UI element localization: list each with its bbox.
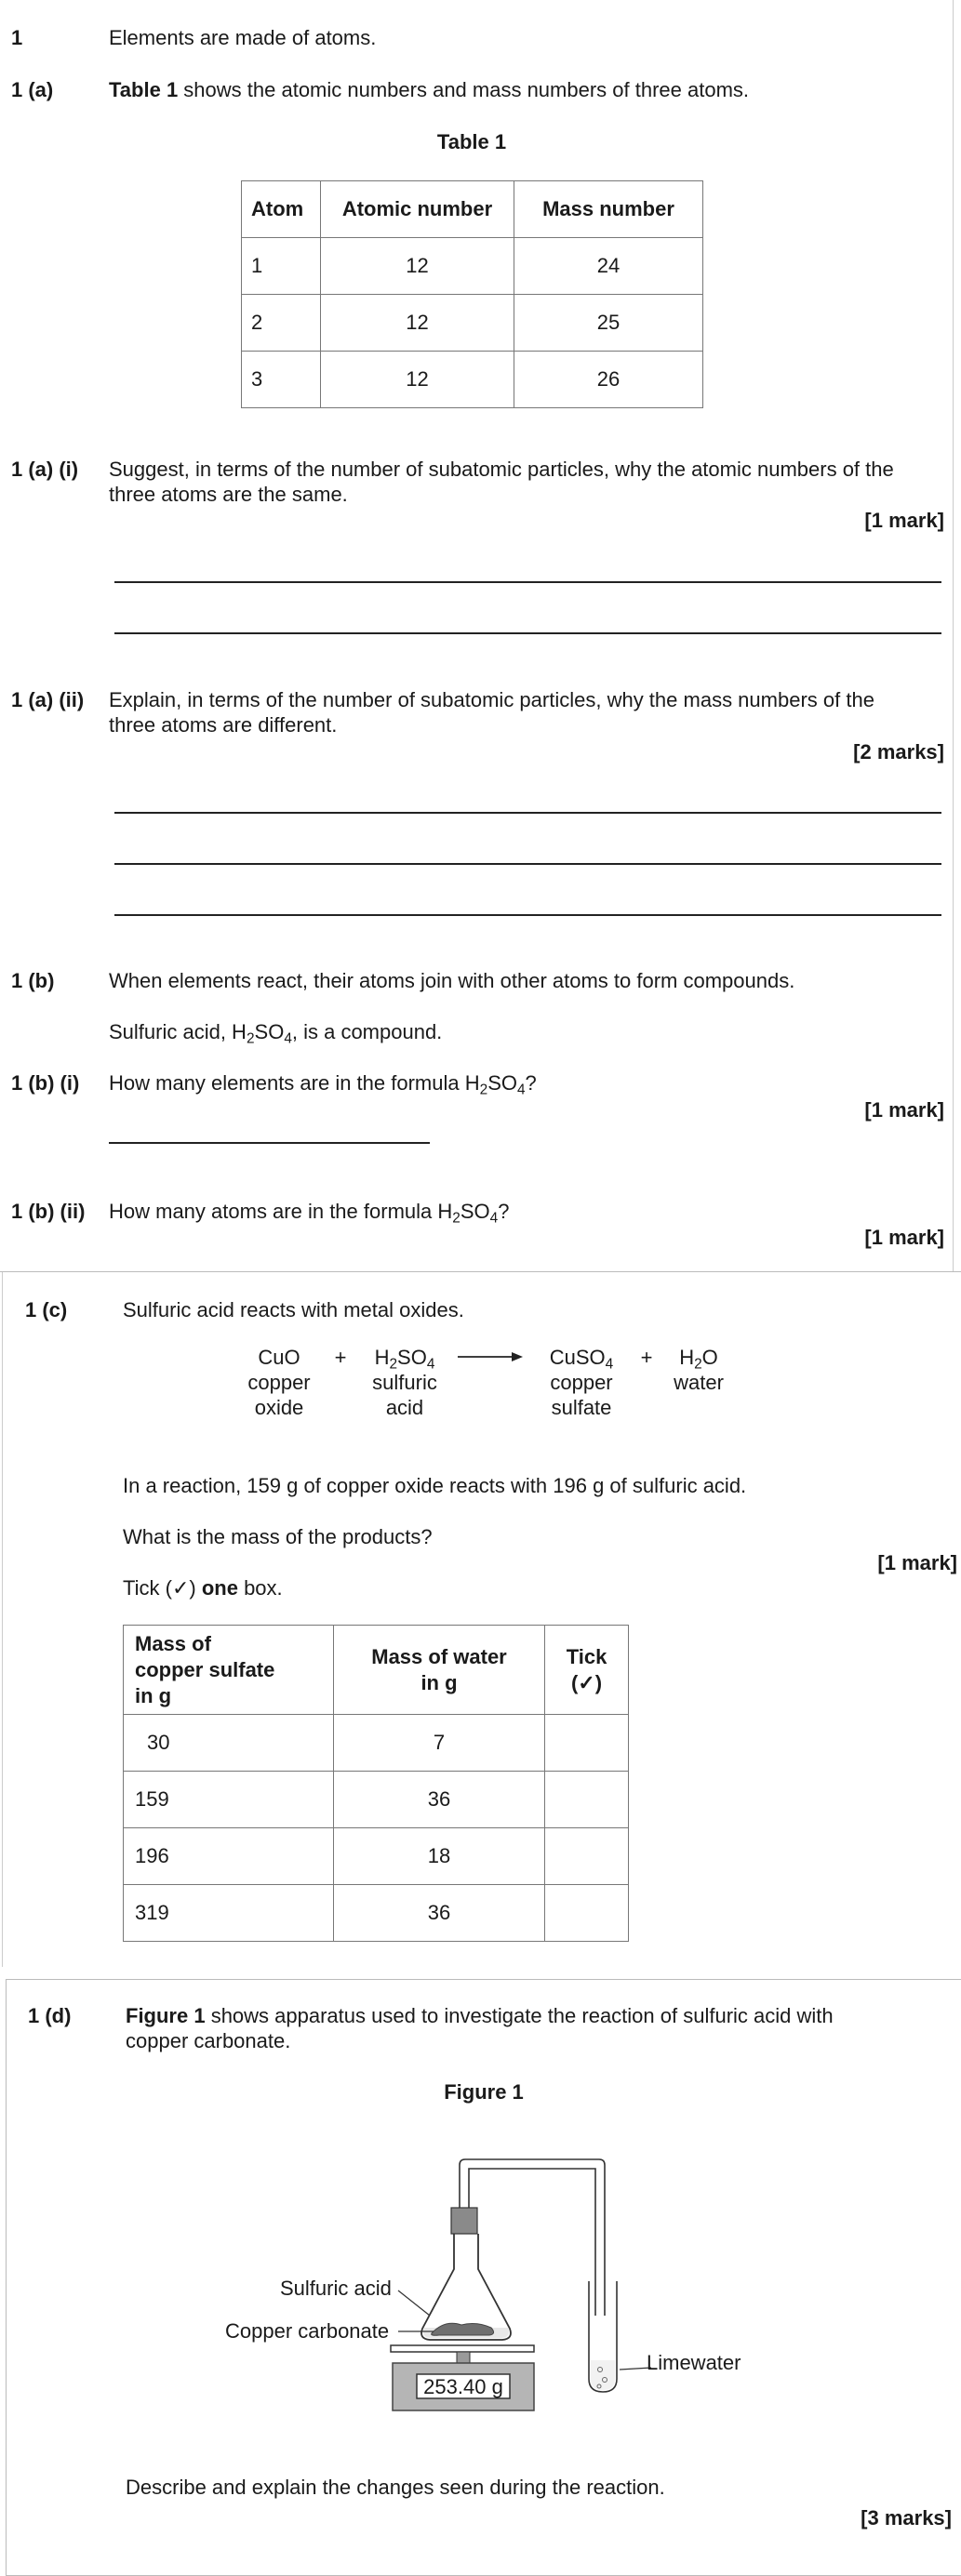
table-header: Tick (✓) — [545, 1626, 629, 1715]
table-cell: 36 — [334, 1772, 545, 1828]
equation-reactant: $H_2SO_4$ sulfuric acid — [372, 1346, 437, 1419]
table-row — [124, 1885, 629, 1942]
answer-line[interactable] — [114, 581, 941, 583]
table-cell: 7 — [334, 1715, 545, 1772]
table-row — [124, 1828, 629, 1885]
question-text: When elements react, their atoms join with other atoms to form compounds. — [109, 969, 795, 992]
question-text: How many atoms are in the formula $H_2SO_4$? — [109, 1200, 510, 1227]
section-divider — [0, 1271, 961, 1272]
instruction-text: Tick (✓) one box. — [123, 1576, 283, 1600]
table-header: Mass of copper sulfate in g — [124, 1626, 334, 1715]
limewater-liquid — [591, 2360, 615, 2390]
table-header-row — [124, 1626, 629, 1715]
marks-label: [2 marks] — [853, 740, 944, 764]
tick-box[interactable] — [545, 1828, 629, 1885]
table-cell: 1 — [242, 238, 321, 295]
table-header: Mass of water in g — [334, 1626, 545, 1715]
marks-label: [1 mark] — [864, 1098, 944, 1122]
question-number: 1 (a) (ii) — [11, 688, 85, 711]
copper-carbonate-solid — [432, 2323, 494, 2335]
question-number: 1 (b) (ii) — [11, 1200, 86, 1223]
table-row — [242, 352, 703, 408]
table-header: Mass number — [514, 181, 703, 238]
atoms-table — [241, 180, 703, 408]
table-cell: 24 — [514, 238, 703, 295]
balance-pan — [391, 2345, 534, 2352]
question-number: 1 (b) (i) — [11, 1071, 80, 1095]
bung — [451, 2208, 477, 2234]
answer-line[interactable] — [114, 914, 941, 916]
marks-label: [1 mark] — [864, 1226, 944, 1249]
tick-box[interactable] — [545, 1772, 629, 1828]
marks-label: [1 mark] — [864, 509, 944, 532]
page-edge — [953, 0, 954, 1272]
tick-box[interactable] — [545, 1715, 629, 1772]
question-text: Suggest, in terms of the number of subatomic particles, why the atomic numbers of the — [109, 458, 894, 481]
answer-line[interactable] — [114, 812, 941, 814]
table-row — [124, 1715, 629, 1772]
table-row — [242, 238, 703, 295]
equation-reactant: CuO copper oxide — [247, 1346, 311, 1419]
table-cell: 30 — [124, 1715, 334, 1772]
table-header-row — [242, 181, 703, 238]
products-table — [123, 1625, 629, 1942]
question-text: How many elements are in the formula $H_2SO_4$? — [109, 1071, 537, 1098]
table-header: Atom — [242, 181, 321, 238]
answer-line[interactable] — [114, 863, 941, 865]
table-cell: 12 — [321, 295, 514, 352]
label-line — [398, 2291, 430, 2316]
question-number: 1 (c) — [25, 1298, 68, 1321]
figure-label: Limewater — [647, 2351, 741, 2374]
equation-plus: + — [640, 1346, 653, 1369]
table-cell: 18 — [334, 1828, 545, 1885]
table-cell: 26 — [514, 352, 703, 408]
question-text: copper carbonate. — [126, 2029, 291, 2052]
question-text: Explain, in terms of the number of subatomic particles, why the mass numbers of the — [109, 688, 874, 711]
table-cell: 25 — [514, 295, 703, 352]
equation-plus: + — [334, 1346, 347, 1369]
question-number: 1 (b) — [11, 969, 55, 992]
question-number: 1 — [11, 26, 23, 49]
table-cell: 36 — [334, 1885, 545, 1942]
table-cell: 2 — [242, 295, 321, 352]
table-row — [124, 1772, 629, 1828]
table-cell: 12 — [321, 352, 514, 408]
figure-label: Copper carbonate — [225, 2319, 390, 2343]
tick-box[interactable] — [545, 1885, 629, 1942]
question-text: Sulfuric acid reacts with metal oxides. — [123, 1298, 464, 1321]
question-text: Figure 1 shows apparatus used to investigate the reaction of sulfuric acid with — [126, 2004, 834, 2027]
table-header: Atomic number — [321, 181, 514, 238]
question-text: three atoms are the same. — [109, 483, 348, 506]
figure-title: Figure 1 — [444, 2080, 524, 2104]
table-cell: 159 — [124, 1772, 334, 1828]
answer-line[interactable] — [114, 632, 941, 634]
balance-reading: 253.40 g — [423, 2375, 503, 2398]
balance-stem — [457, 2352, 470, 2363]
table-cell: 196 — [124, 1828, 334, 1885]
question-text: three atoms are different. — [109, 713, 338, 737]
question-number: 1 (d) — [28, 2004, 72, 2027]
question-number: 1 (a) — [11, 78, 54, 101]
question-number: 1 (a) (i) — [11, 458, 79, 481]
delivery-tube — [460, 2159, 605, 2316]
table-cell: 319 — [124, 1885, 334, 1942]
table-cell: 12 — [321, 238, 514, 295]
question-text: Sulfuric acid, $H_2SO_4$, is a compound. — [109, 1020, 443, 1047]
table-title: Table 1 — [436, 130, 507, 153]
page-edge — [2, 1272, 3, 1967]
marks-label: [3 marks] — [861, 2506, 952, 2530]
figure-label: Sulfuric acid — [280, 2277, 392, 2300]
question-text: Table 1 shows the atomic numbers and mass numbers of three atoms. — [109, 78, 750, 101]
answer-line[interactable] — [109, 1142, 430, 1144]
question-text: Elements are made of atoms. — [109, 26, 377, 49]
reaction-arrow — [456, 1349, 526, 1364]
table-row — [242, 295, 703, 352]
table-cell: 3 — [242, 352, 321, 408]
question-text: Describe and explain the changes seen during the reaction. — [126, 2476, 665, 2499]
marks-label: [1 mark] — [877, 1551, 957, 1574]
equation-product: CuSO$_4$ copper sulfate — [549, 1346, 614, 1419]
equation-product: $H_2O$ water — [674, 1346, 724, 1394]
question-text: In a reaction, 159 g of copper oxide reacts with 196 g of sulfuric acid. — [123, 1474, 747, 1497]
question-text: What is the mass of the products? — [123, 1525, 433, 1548]
